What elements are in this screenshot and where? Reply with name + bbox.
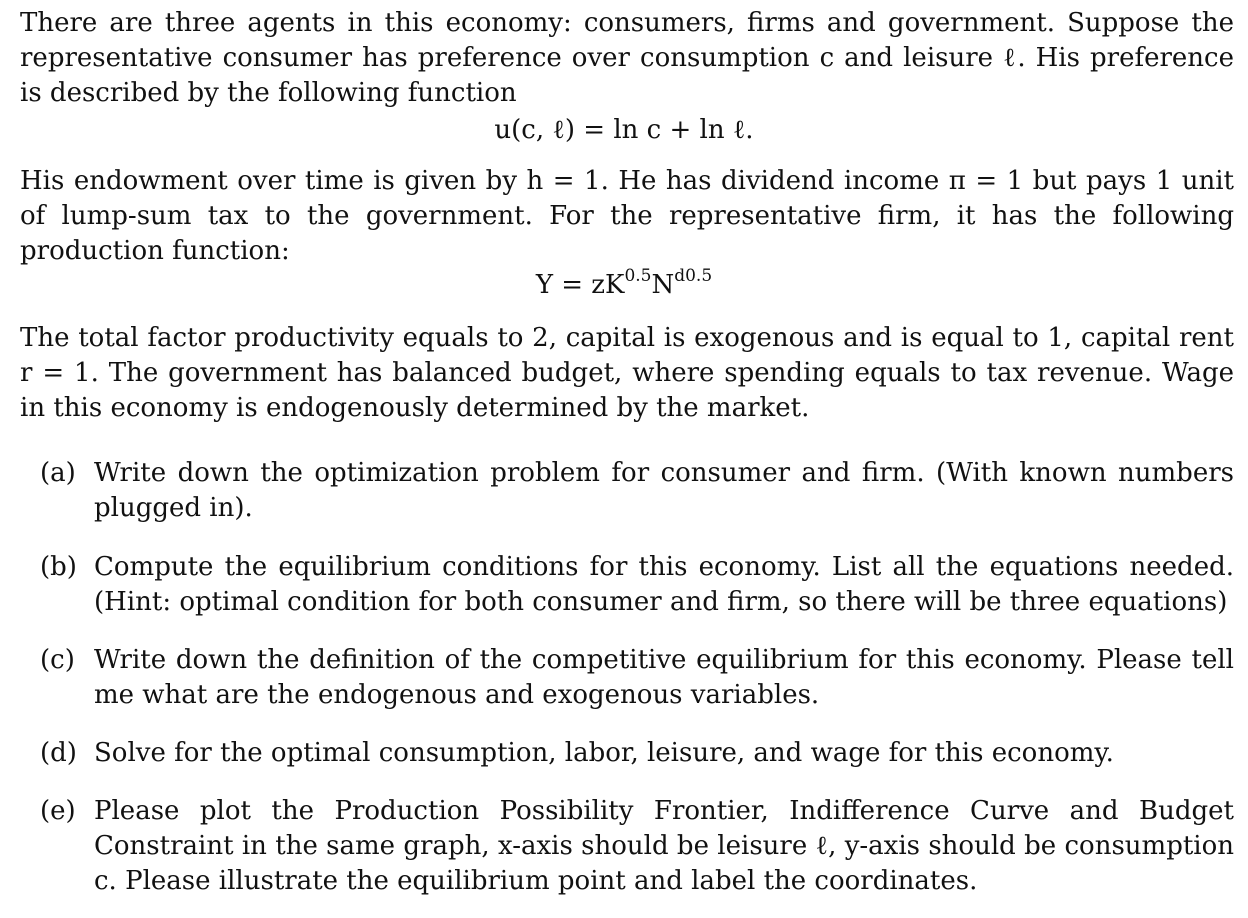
question-e xyxy=(40,794,1234,899)
intro-paragraph-3: The total factor productivity equals to 2, capital is exogenous and is equal to 1, capital rent r = 1. The government has balanced budget, where spending equals to tax revenue. Wage in this economy is endogenously determined by the market. xyxy=(20,323,1234,423)
question-label: (e) xyxy=(40,796,76,826)
question-text: Compute the equilibrium conditions for this economy. List all the equations needed. (Hint: optimal condition for both consumer and firm, so there will be three equations) xyxy=(94,552,1234,617)
question-label: (d) xyxy=(40,738,77,768)
question-label: (b) xyxy=(40,552,77,582)
question-label: (c) xyxy=(40,645,75,675)
question-d xyxy=(40,736,1234,771)
intro-paragraph-2: His endowment over time is given by h = 1. He has dividend income π = 1 but pays 1 unit of lump-sum tax to the government. For the representative firm, it has the following production function: xyxy=(20,166,1234,266)
question-a xyxy=(40,456,1234,526)
production-function: $Y = zK^{0.5}N^{d0.5}$ xyxy=(535,266,713,300)
question-text: Write down the definition of the competitive equilibrium for this economy. Please tell me what are the endogenous and exogenous variables. xyxy=(94,645,1234,710)
question-label: (a) xyxy=(40,458,76,488)
question-text: Solve for the optimal consumption, labor, leisure, and wage for this economy. xyxy=(94,738,1114,768)
question-text: Write down the optimization problem for consumer and firm. (With known numbers plugged in). xyxy=(94,458,1234,523)
question-b xyxy=(40,550,1234,620)
intro-paragraph-1: There are three agents in this economy: consumers, firms and government. Suppose the representative consumer has preference over consumption c and leisure ℓ. His preference is described by the following function xyxy=(20,8,1234,108)
utility-function: u(c, ℓ) = ln c + ln ℓ. xyxy=(494,115,754,145)
question-c xyxy=(40,643,1234,713)
question-text: Please plot the Production Possibility Frontier, Indifference Curve and Budget Constraint in the same graph, x-axis should be leisure ℓ, y-axis should be consumption c. Please illustrate the equilibrium point and label the coordinates. xyxy=(94,796,1234,896)
